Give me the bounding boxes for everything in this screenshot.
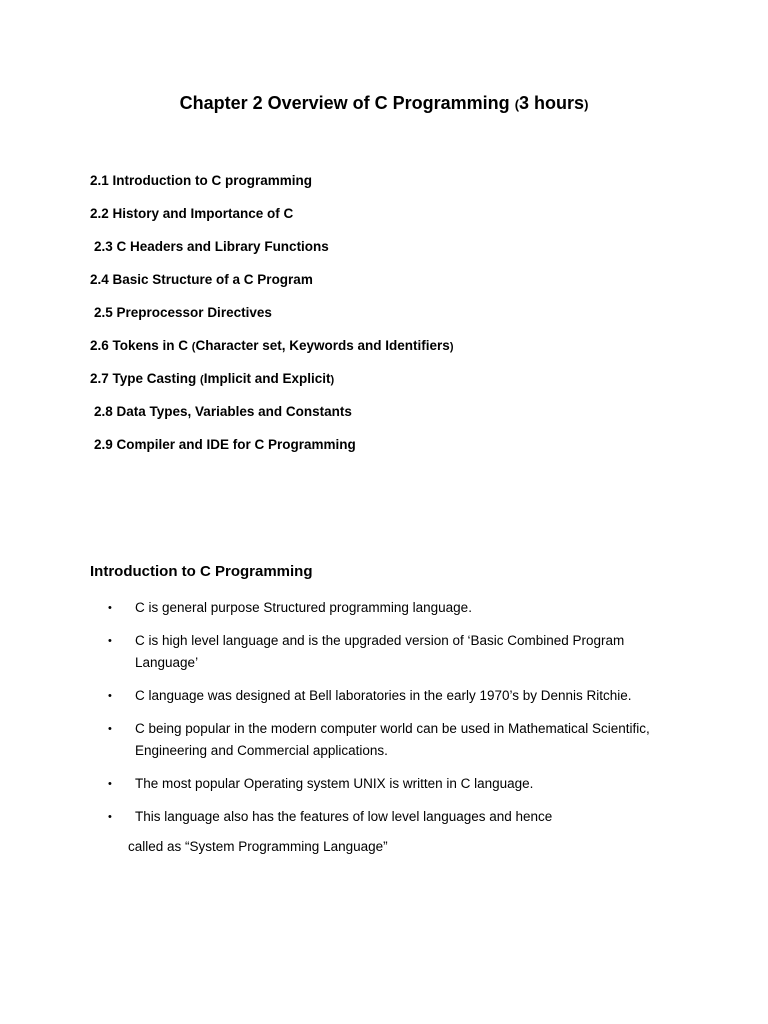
toc-item [90, 370, 453, 403]
toc-item-text: 2.1 Introduction to C programming [90, 173, 312, 188]
toc-item [90, 205, 453, 238]
toc-item [90, 436, 453, 469]
toc-item-text: 2.5 Preprocessor Directives [94, 305, 272, 320]
bullet-icon: • [108, 778, 112, 790]
bullet-icon: • [108, 635, 112, 647]
list-item [108, 630, 668, 674]
toc-item-subtext: Character set, Keywords and Identifiers [195, 338, 450, 353]
list-item-text: C language was designed at Bell laboratories in the early 1970’s by Dennis Ritchie. [135, 688, 632, 703]
toc-item-text: 2.4 Basic Structure of a C Program [90, 272, 313, 287]
toc-item [90, 238, 453, 271]
toc-paren-close: ) [449, 341, 454, 353]
toc-item [90, 403, 453, 436]
toc-item-text: 2.2 History and Importance of C [90, 206, 294, 221]
list-item [108, 597, 668, 619]
title-hours: 3 hours [519, 93, 585, 113]
list-item-text: C being popular in the modern computer world can be used in Mathematical Scientific, Engineering and Commercial applications. [135, 721, 650, 758]
toc-item-text: 2.7 Type Casting [90, 371, 197, 386]
toc-item-text: 2.9 Compiler and IDE for C Programming [94, 437, 356, 452]
list-item [108, 773, 668, 795]
title-main: Chapter 2 Overview of C Programming [179, 93, 510, 113]
list-item-text: This language also has the features of low level languages and hence [135, 809, 553, 824]
page-title [0, 93, 768, 114]
bullet-icon: • [108, 690, 112, 702]
title-paren-open: ( [514, 97, 520, 112]
toc-item-text: 2.3 C Headers and Library Functions [94, 239, 329, 254]
list-item-text: C is high level language and is the upgraded version of ‘Basic Combined Program Language’ [135, 633, 625, 670]
toc-paren-open: ( [200, 374, 204, 386]
toc-item-text: 2.8 Data Types, Variables and Constants [94, 404, 352, 419]
list-item [108, 718, 668, 762]
list-item-text: C is general purpose Structured programming language. [135, 600, 472, 615]
title-paren-close: ) [584, 97, 589, 112]
list-item-continuation: called as “System Programming Language” [128, 839, 388, 854]
table-of-contents [90, 172, 453, 469]
list-item [108, 806, 668, 828]
bullet-icon: • [108, 602, 112, 614]
toc-item [90, 271, 453, 304]
list-item [108, 685, 668, 707]
bullet-icon: • [108, 811, 112, 823]
list-item-text: The most popular Operating system UNIX is written in C language. [135, 776, 534, 791]
toc-item [90, 172, 453, 205]
toc-item-subtext: Implicit and Explicit [203, 371, 331, 386]
toc-paren-open: ( [191, 341, 196, 353]
section-heading: Introduction to C Programming [90, 563, 313, 580]
bullet-list [108, 597, 668, 833]
toc-item [90, 337, 453, 370]
bullet-icon: • [108, 723, 112, 735]
toc-item-text: 2.6 Tokens in C [90, 338, 189, 353]
toc-item [90, 304, 453, 337]
toc-paren-close: ) [330, 374, 335, 386]
